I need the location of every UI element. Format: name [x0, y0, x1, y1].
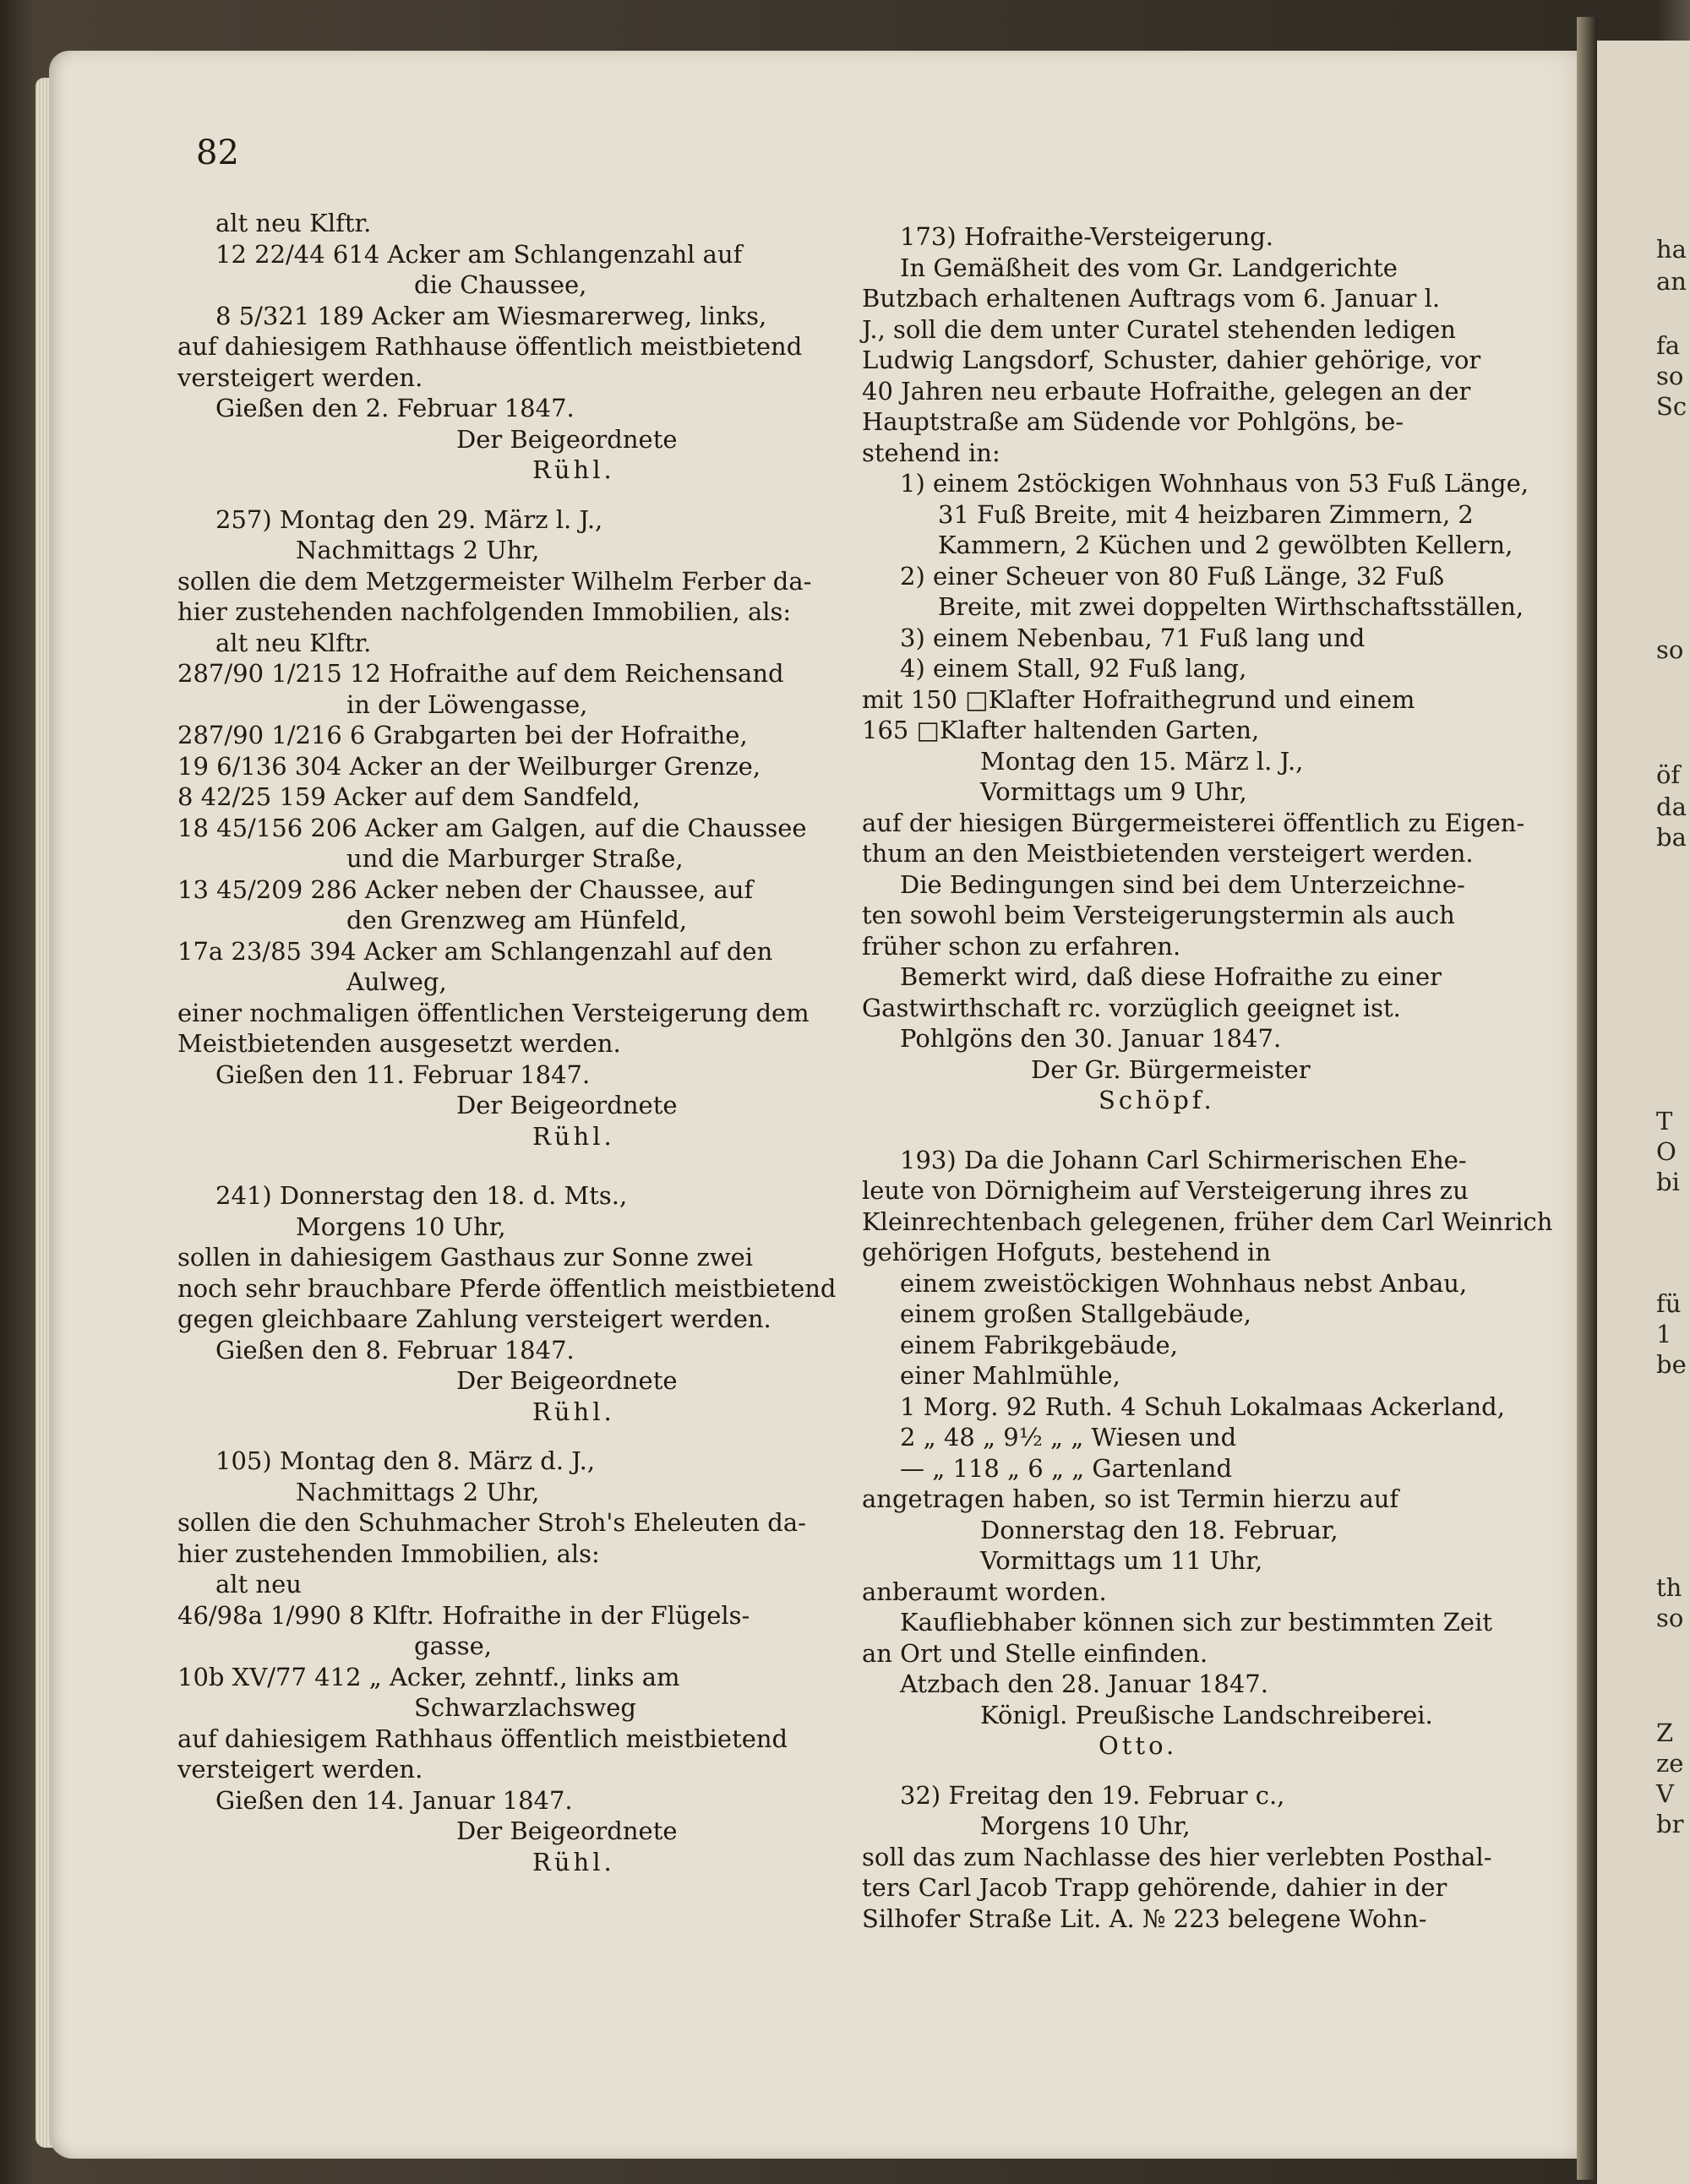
text-line: Pohlgöns den 30. Januar 1847. — [900, 1024, 1282, 1053]
text-line: Morgens 10 Uhr, — [296, 1212, 506, 1241]
text-line: Montag den 15. März l. J., — [980, 746, 1304, 776]
text-line: Gießen den 14. Januar 1847. — [215, 1785, 573, 1815]
facing-page-fragment: br — [1656, 1810, 1684, 1838]
facing-page-fragment: ba — [1656, 823, 1687, 852]
notice-heading: 32) Freitag den 19. Februar c., — [900, 1780, 1285, 1810]
text-line: sollen in dahiesigem Gasthaus zur Sonne zwei — [177, 1243, 754, 1272]
facing-page-fragment: an — [1656, 267, 1687, 296]
facing-page-fragment: fa — [1656, 331, 1681, 360]
text-line: 1) einem 2stöckigen Wohnhaus von 53 Fuß Länge, — [900, 469, 1529, 498]
text-line: Silhofer Straße Lit. A. № 223 belegene Wohn- — [862, 1904, 1427, 1933]
text-line: 1 Morg. 92 Ruth. 4 Schuh Lokalmaas Ackerland, — [900, 1392, 1505, 1421]
text-line: die Chaussee, — [414, 270, 587, 299]
text-line: versteigert werden. — [177, 1755, 423, 1784]
text-line: einem Fabrikgebäude, — [900, 1330, 1178, 1359]
text-line: Der Beigeordnete — [456, 1816, 678, 1845]
text-line: versteigert werden. — [177, 362, 423, 392]
text-line: 8 5/321 189 Acker am Wiesmarerweg, links, — [215, 301, 767, 330]
text-line: soll das zum Nachlasse des hier verlebten Posthal- — [862, 1842, 1492, 1871]
text-line: stehend in: — [862, 438, 1000, 467]
signature: Rühl. — [532, 1397, 615, 1426]
text-line: hier zustehenden nachfolgenden Immobilien, als: — [177, 597, 792, 626]
text-line: einer nochmaligen öffentlichen Versteigerung dem — [177, 998, 810, 1027]
book-gutter — [1577, 17, 1597, 2180]
text-line: 165 □Klafter haltenden Garten, — [862, 716, 1260, 744]
text-line: 46/98a 1/990 8 Klftr. Hofraithe in der Flügels- — [177, 1600, 750, 1630]
text-line: Bemerkt wird, daß diese Hofraithe zu einer — [900, 962, 1442, 991]
signature: Rühl. — [532, 1847, 615, 1876]
text-line: gehörigen Hofguts, bestehend in — [862, 1238, 1271, 1266]
text-line: Die Bedingungen sind bei dem Unterzeichne- — [900, 869, 1465, 899]
text-line: Gießen den 11. Februar 1847. — [215, 1059, 591, 1089]
text-line: Gießen den 8. Februar 1847. — [215, 1335, 575, 1364]
text-line: noch sehr brauchbare Pferde öffentlich meistbietend — [177, 1273, 837, 1303]
text-line: — „ 118 „ 6 „ „ Gartenland — [900, 1453, 1233, 1483]
notice-heading: 257) Montag den 29. März l. J., — [215, 504, 603, 534]
left-column — [177, 208, 837, 1877]
facing-page-fragment: bi — [1656, 1168, 1680, 1196]
text-line: 31 Fuß Breite, mit 4 heizbaren Zimmern, 2 — [938, 499, 1474, 529]
text-line: 17a 23/85 394 Acker am Schlangenzahl auf den — [177, 936, 773, 966]
text-line: auf der hiesigen Bürgermeisterei öffentlich zu Eigen- — [862, 808, 1525, 837]
text-line: Der Beigeordnete — [456, 424, 678, 454]
text-line: in der Löwengasse, — [346, 689, 588, 719]
text-line: anberaumt worden. — [862, 1577, 1107, 1606]
text-line: Atzbach den 28. Januar 1847. — [900, 1669, 1268, 1698]
text-line: 18 45/156 206 Acker am Galgen, auf die Chaussee — [177, 813, 807, 842]
text-line: und die Marburger Straße, — [346, 844, 684, 873]
notice-heading: 193) Da die Johann Carl Schirmerischen Ehe- — [900, 1145, 1467, 1174]
notice-heading: 173) Hofraithe-Versteigerung. — [900, 222, 1273, 251]
text-line: an Ort und Stelle einfinden. — [862, 1638, 1208, 1668]
facing-page-fragment: T — [1656, 1107, 1673, 1136]
text-line: Hauptstraße am Südende vor Pohlgöns, be- — [862, 407, 1404, 436]
text-line: ters Carl Jacob Trapp gehörende, dahier in der — [862, 1873, 1447, 1902]
text-line: 10b XV/77 412 „ Acker, zehntf., links am — [177, 1662, 680, 1691]
text-line: Gießen den 2. Februar 1847. — [215, 394, 575, 422]
text-line: einem großen Stallgebäude, — [900, 1299, 1251, 1328]
text-line: 287/90 1/216 6 Grabgarten bei der Hofraithe, — [177, 721, 748, 749]
text-line: 287/90 1/215 12 Hofraithe auf dem Reichensand — [177, 659, 784, 688]
text-line: Der Beigeordnete — [456, 1091, 678, 1119]
text-line: Schwarzlachsweg — [414, 1693, 636, 1722]
facing-page-fragment: da — [1656, 792, 1687, 821]
text-line: Ludwig Langsdorf, Schuster, dahier gehörige, vor — [862, 346, 1481, 374]
facing-page-fragment: so — [1656, 1604, 1684, 1632]
text-line: alt neu Klftr. — [215, 209, 372, 237]
text-line: 19 6/136 304 Acker an der Weilburger Grenze, — [177, 751, 761, 781]
facing-page-fragment: 1 — [1656, 1320, 1672, 1348]
text-line: einem zweistöckigen Wohnhaus nebst Anbau, — [900, 1268, 1468, 1298]
text-line: den Grenzweg am Hünfeld, — [346, 906, 688, 934]
text-line: In Gemäßheit des vom Gr. Landgerichte — [900, 253, 1398, 282]
signature: Otto. — [1098, 1731, 1178, 1760]
signature: Schöpf. — [1098, 1086, 1215, 1114]
facing-page-fragment: ze — [1656, 1749, 1684, 1778]
text-line: 4) einem Stall, 92 Fuß lang, — [900, 654, 1247, 683]
facing-page-fragment: be — [1656, 1350, 1687, 1379]
text-line: Der Gr. Bürgermeister — [1031, 1054, 1311, 1084]
text-line: auf dahiesigem Rathhause öffentlich meistbietend — [177, 332, 803, 361]
facing-page-fragment: V — [1656, 1779, 1674, 1808]
facing-page-fragment: ha — [1656, 235, 1687, 264]
text-line: Butzbach erhaltenen Auftrags vom 6. Januar l. — [862, 284, 1441, 313]
text-line: Gastwirthschaft rc. vorzüglich geeignet ist. — [862, 993, 1401, 1022]
text-line: Meistbietenden ausgesetzt werden. — [177, 1029, 621, 1058]
text-line: Kleinrechtenbach gelegenen, früher dem Carl Weinrich — [862, 1206, 1553, 1236]
text-line: Aulweg, — [346, 967, 447, 996]
right-column — [862, 221, 1553, 1934]
facing-page-fragment: fü — [1656, 1289, 1682, 1318]
text-line: einer Mahlmühle, — [900, 1361, 1120, 1390]
signature: Rühl. — [532, 1121, 615, 1151]
page-number: 82 — [196, 133, 239, 172]
text-line: Vormittags um 9 Uhr, — [980, 777, 1247, 806]
text-line: J., soll die dem unter Curatel stehenden ledigen — [862, 314, 1456, 344]
text-line: alt neu — [215, 1570, 302, 1599]
text-line: Vormittags um 11 Uhr, — [980, 1546, 1263, 1575]
text-line: früher schon zu erfahren. — [862, 931, 1181, 961]
text-line: Kammern, 2 Küchen und 2 gewölbten Kellern, — [938, 531, 1513, 559]
facing-page-fragment: th — [1656, 1573, 1682, 1602]
text-line: Königl. Preußische Landschreiberei. — [980, 1700, 1433, 1729]
text-line: gasse, — [414, 1631, 492, 1660]
facing-page-fragment: so — [1656, 635, 1684, 664]
text-line: Breite, mit zwei doppelten Wirthschaftsställen, — [938, 592, 1524, 621]
signature: Rühl. — [532, 455, 615, 484]
notice-heading: 241) Donnerstag den 18. d. Mts., — [215, 1181, 628, 1210]
text-line: alt neu Klftr. — [215, 628, 372, 657]
text-line: 40 Jahren neu erbaute Hofraithe, gelegen an der — [862, 376, 1471, 406]
text-line: Nachmittags 2 Uhr, — [296, 1477, 540, 1506]
text-line: sollen die den Schuhmacher Stroh's Eheleuten da- — [177, 1508, 806, 1537]
text-line: Morgens 10 Uhr, — [980, 1811, 1191, 1840]
facing-page-fragment: O — [1656, 1137, 1676, 1166]
notice-heading: 105) Montag den 8. März d. J., — [215, 1446, 596, 1475]
text-line: mit 150 □Klafter Hofraithegrund und einem — [862, 684, 1415, 714]
text-line: 2 „ 48 „ 9½ „ „ Wiesen und — [900, 1423, 1237, 1451]
text-line: sollen die dem Metzgermeister Wilhelm Ferber da- — [177, 566, 812, 596]
text-line: gegen gleichbaare Zahlung versteigert werden. — [177, 1304, 771, 1333]
text-line: hier zustehenden Immobilien, als: — [177, 1539, 600, 1568]
facing-page-fragment: Sc — [1656, 392, 1687, 421]
text-line: 13 45/209 286 Acker neben der Chaussee, auf — [177, 874, 754, 904]
text-line: 2) einer Scheuer von 80 Fuß Länge, 32 Fuß — [900, 561, 1445, 591]
text-line: Der Beigeordnete — [456, 1366, 678, 1395]
facing-page-fragment: so — [1656, 362, 1684, 390]
text-line: angetragen haben, so ist Termin hierzu auf — [862, 1484, 1399, 1513]
text-line: Kaufliebhaber können sich zur bestimmten Zeit — [900, 1608, 1493, 1637]
text-line: 3) einem Nebenbau, 71 Fuß lang und — [900, 623, 1366, 652]
text-line: Donnerstag den 18. Februar, — [980, 1515, 1338, 1544]
text-line: 12 22/44 614 Acker am Schlangenzahl auf — [215, 239, 743, 269]
text-line: leute von Dörnigheim auf Versteigerung ihres zu — [862, 1176, 1469, 1205]
text-line: ten sowohl beim Versteigerungstermin als auch — [862, 901, 1455, 929]
text-line: auf dahiesigem Rathhaus öffentlich meistbietend — [177, 1724, 788, 1753]
facing-page-fragment: öf — [1656, 760, 1681, 789]
facing-page-fragment: Z — [1656, 1718, 1674, 1747]
text-line: Nachmittags 2 Uhr, — [296, 536, 540, 564]
text-line: 8 42/25 159 Acker auf dem Sandfeld, — [177, 782, 641, 811]
text-line: thum an den Meistbietenden versteigert werden. — [862, 839, 1474, 868]
